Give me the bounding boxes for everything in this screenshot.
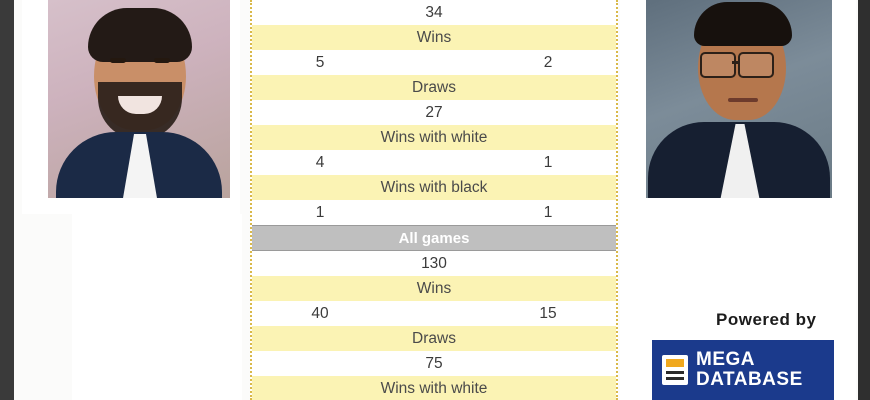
stats-section-header: All games xyxy=(252,225,616,251)
head-to-head-stats-table xyxy=(250,0,618,400)
stats-row-label: Wins xyxy=(252,25,616,50)
mega-database-badge xyxy=(652,340,834,400)
mega-database-line1: MEGA xyxy=(696,349,755,370)
mega-database-line2: DATABASE xyxy=(696,369,803,390)
stats-row-split xyxy=(252,301,616,326)
stats-row-total: 75 xyxy=(425,355,443,372)
right-player-photo xyxy=(646,0,832,198)
stats-row-label: Wins with white xyxy=(252,376,616,400)
database-icon xyxy=(662,355,688,385)
right-frame-edge xyxy=(858,0,870,400)
stat-value-right: 1 xyxy=(543,154,553,171)
right-player-hair xyxy=(694,2,792,46)
stat-value-left: 5 xyxy=(315,54,325,71)
powered-by-label: Powered by xyxy=(716,310,817,329)
left-player-eye-right xyxy=(154,58,170,63)
right-player-glasses-bridge xyxy=(732,61,738,64)
stats-row-label: Wins with black xyxy=(252,175,616,200)
stat-value-left: 1 xyxy=(315,204,325,221)
stat-value-right: 1 xyxy=(543,204,553,221)
left-frame-edge xyxy=(0,0,14,400)
right-player-glasses-right xyxy=(738,52,774,78)
mega-database-text xyxy=(696,350,803,390)
left-player-photo xyxy=(48,0,230,198)
stats-row-total: 130 xyxy=(421,255,447,272)
stats-row-label: Wins with white xyxy=(252,125,616,150)
left-player-eye-left xyxy=(110,58,126,63)
stats-row-total: 34 xyxy=(425,4,443,21)
stat-value-left: 4 xyxy=(315,154,325,171)
left-lower-panel xyxy=(72,214,242,400)
stats-row-label: Draws xyxy=(252,326,616,351)
stats-row-split xyxy=(252,150,616,175)
stats-row-split xyxy=(252,50,616,75)
stat-value-right: 15 xyxy=(539,305,557,322)
stats-row-split xyxy=(252,200,616,225)
stat-value-right: 2 xyxy=(543,54,553,71)
right-player-glasses-left xyxy=(700,52,736,78)
stats-row-total: 27 xyxy=(425,104,443,121)
stats-row-label: Wins xyxy=(252,276,616,301)
stat-value-left: 40 xyxy=(311,305,329,322)
left-player-hair xyxy=(88,8,192,62)
stats-row-label: Draws xyxy=(252,75,616,100)
right-player-mouth xyxy=(728,98,758,102)
